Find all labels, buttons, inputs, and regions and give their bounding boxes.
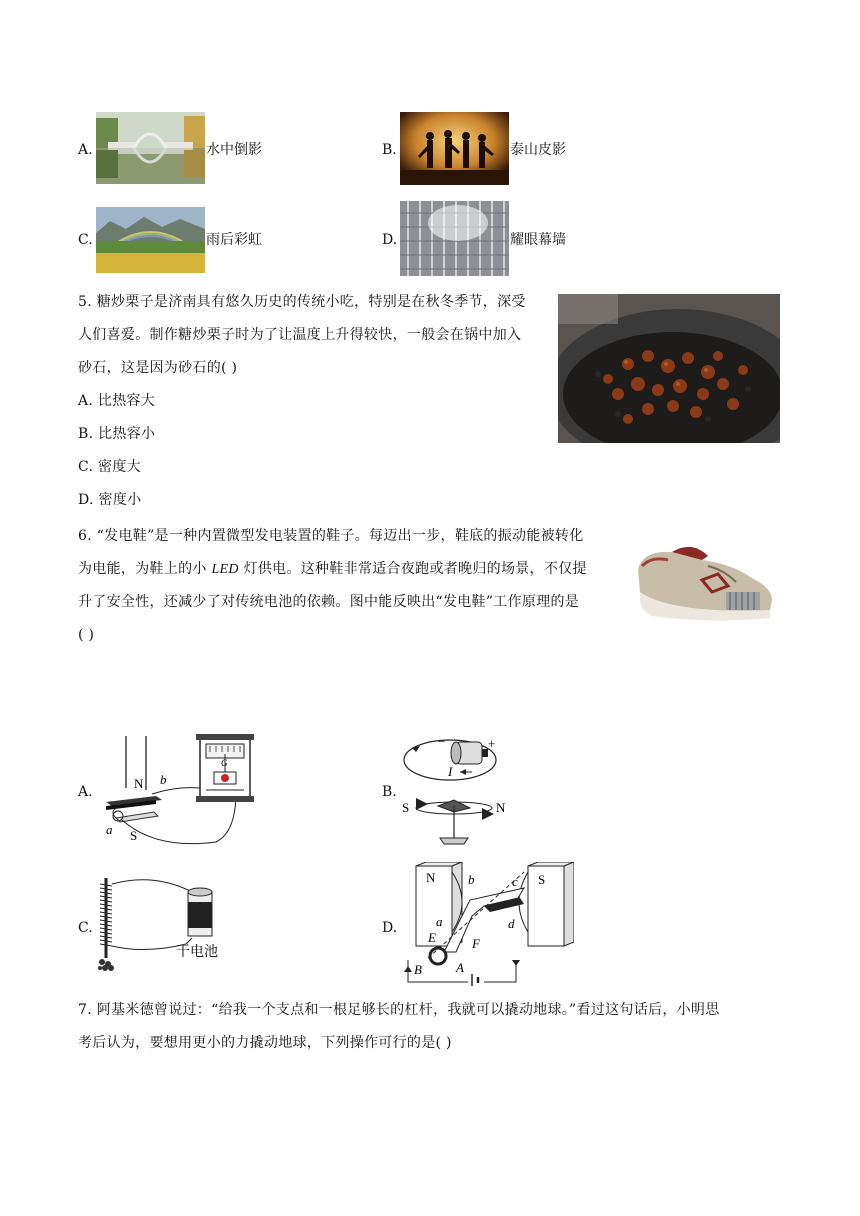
label-a: a [106,822,113,837]
label-e-brush: E [428,930,436,945]
label-s-pole: S [538,872,546,887]
label-b: b [160,772,167,787]
q4-option-a-letter: A. [78,142,93,158]
label-b-coil: b [468,872,475,887]
label-minus: − [438,734,446,749]
q6-stem-line: 为电能，为鞋上的小 LED 灯供电。这种鞋非常适合夜跑或者晚归的场景，不仅提 [78,561,587,577]
label-plus: + [488,736,496,751]
option-d-diagram-motor-commutator [398,862,574,986]
label-c-coil: c [512,874,518,889]
label-dry-battery: 干电池 [176,944,218,960]
label-d-coil: d [508,916,515,931]
q4-option-c-letter: C. [78,232,93,248]
q5-stem-line: 5. 糖炒栗子是济南具有悠久历史的传统小吃，特别是在秋冬季节，深受 [78,294,526,310]
label-n: N [134,776,144,791]
q4-option-a-caption: 水中倒影 [206,142,262,158]
label-a-brush: A [456,960,464,975]
option-a-diagram-magnet-galvanometer [96,732,258,848]
q6-stem-line: ( ) [78,627,95,643]
q4-option-c-caption: 雨后彩虹 [206,232,262,248]
q6-option-a-letter: A. [78,784,93,800]
q6-option-b-letter: B. [382,784,397,800]
q7-stem-line: 7. 阿基米德曾说过：“给我一个支点和一根足够长的杠杆，我就可以撬动地球。”看过这句话后，小明思 [78,1002,720,1018]
question-7 [78,994,798,1060]
label-a-coil: a [436,914,443,929]
q6-stem-line: 6. “发电鞋”是一种内置微型发电装置的鞋子。每迈出一步，鞋底的振动能被转化 [78,528,584,544]
q5-option-c: C. 密度大 [78,459,141,475]
q5-option-b: B. 比热容小 [78,426,156,442]
label-s: S [130,828,138,843]
glass-curtain-wall-image [400,201,509,276]
q4-option-b-letter: B. [382,142,397,158]
option-c-diagram-electromagnet-battery [96,874,226,976]
q6-stem-line: 升了安全性，还减少了对传统电池的依赖。图中能反映出“发电鞋”工作原理的是 [78,594,580,610]
label-g: G [221,758,228,768]
water-reflection-bridge-image [96,112,205,184]
option-b-diagram-solenoid-compass [398,734,510,846]
chestnuts-wok-photo [558,294,780,443]
q5-stem-line: 砂石，这是因为砂石的( ) [78,360,238,376]
q7-stem-line: 考后认为，要想用更小的力撬动地球，下列操作可行的是( ) [78,1035,452,1051]
q4-option-b-caption: 泰山皮影 [510,142,566,158]
q6-stem [78,520,628,652]
label-b-brush: B [414,962,422,977]
label-s-compass: S [402,800,410,815]
q4-option-d-letter: D. [382,232,398,248]
label-f-brush: F [472,936,480,951]
rainbow-field-image [96,207,205,273]
q5-option-d: D. 密度小 [78,492,142,508]
q5-stem [78,286,558,517]
shadow-puppet-image [400,112,509,185]
label-i: I [448,764,453,779]
label-n-pole: N [426,870,436,885]
label-n-compass: N [496,800,506,815]
power-shoe-photo [632,530,778,626]
q6-option-c-letter: C. [78,920,93,936]
q4-option-d-caption: 耀眼幕墙 [510,232,566,248]
led-term: LED [211,562,239,577]
q5-option-a: A. 比热容大 [78,393,156,409]
q6-option-d-letter: D. [382,920,398,936]
q5-stem-line: 人们喜爱。制作糖炒栗子时为了让温度上升得较快，一般会在锅中加入 [78,327,522,343]
